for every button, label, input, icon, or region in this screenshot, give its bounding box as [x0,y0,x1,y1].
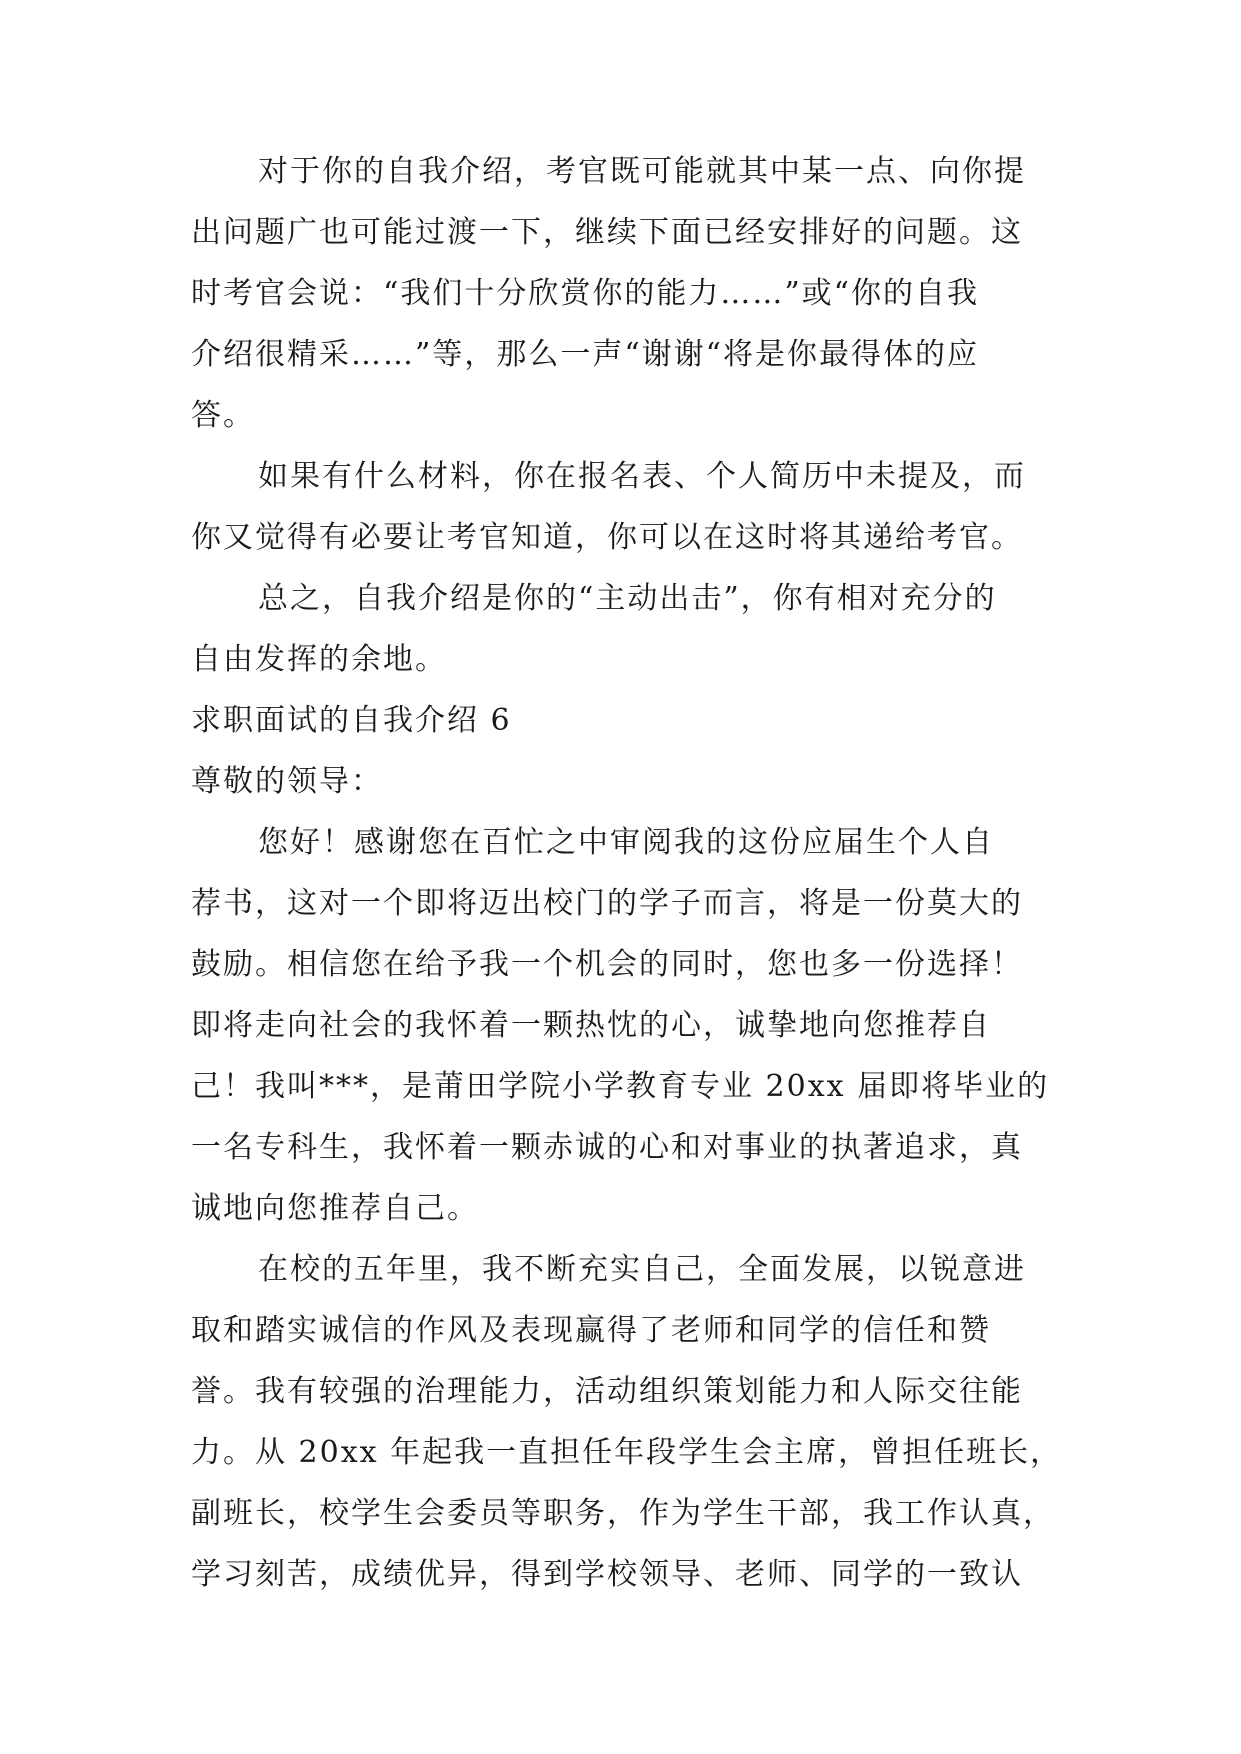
text-line: 己！我叫***，是莆田学院小学教育专业 20xx 届即将毕业的 [191,1069,1050,1104]
text-line: 即将走向社会的我怀着一颗热忱的心，诚挚地向您推荐自 [191,1008,991,1043]
text-line: 答。 [191,398,255,433]
text-line: 自由发挥的余地。 [191,642,447,677]
text-line: 如果有什么材料，你在报名表、个人简历中未提及，而 [258,459,1026,494]
text-line: 出问题广也可能过渡一下，继续下面已经安排好的问题。这 [191,215,1023,250]
text-line: 你又觉得有必要让考官知道，你可以在这时将其递给考官。 [191,520,1023,555]
text-line: 取和踏实诚信的作风及表现赢得了老师和同学的信任和赞 [191,1313,991,1348]
salutation: 尊敬的领导： [191,764,383,799]
text-line: 荐书，这对一个即将迈出校门的学子而言，将是一份莫大的 [191,886,1023,921]
text-line: 时考官会说：“我们十分欣赏你的能力……”或“你的自我 [191,276,980,311]
text-line: 誉。我有较强的治理能力，活动组织策划能力和人际交往能 [191,1374,1023,1409]
text-line: 力。从 20xx 年起我一直担任年段学生会主席，曾担任班长， [191,1435,1063,1470]
text-line: 总之，自我介绍是你的“主动出击”，你有相对充分的 [258,581,997,616]
text-line: 一名专科生，我怀着一颗赤诚的心和对事业的执著追求，真 [191,1130,1023,1165]
text-line: 鼓励。相信您在给予我一个机会的同时，您也多一份选择！ [191,947,1023,982]
text-line: 在校的五年里，我不断充实自己，全面发展，以锐意进 [258,1252,1026,1287]
text-line: 诚地向您推荐自己。 [191,1191,479,1226]
text-line: 您好！感谢您在百忙之中审阅我的这份应届生个人自 [258,825,994,860]
text-line: 介绍很精采……”等，那么一声“谢谢“将是你最得体的应 [191,337,980,372]
text-line: 对于你的自我介绍，考官既可能就其中某一点、向你提 [258,154,1026,189]
section-title: 求职面试的自我介绍 6 [191,703,512,738]
text-line: 副班长，校学生会委员等职务，作为学生干部，我工作认真， [191,1496,1055,1531]
text-line: 学习刻苦，成绩优异，得到学校领导、老师、同学的一致认 [191,1557,1023,1592]
